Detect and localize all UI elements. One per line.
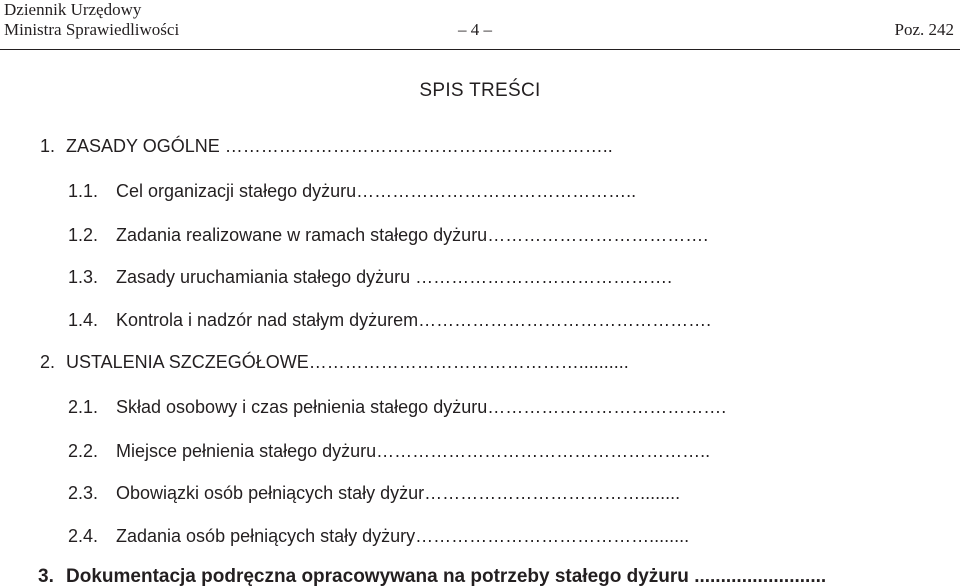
toc-entry-number: 1. [40, 136, 56, 156]
toc-entry-number: 3. [38, 566, 54, 587]
toc-entry-number: 1.4. [68, 310, 99, 330]
header-left [4, 0, 179, 40]
position-number: Poz. 242 [894, 20, 954, 39]
toc-entry-text: Kontrola i nadzór nad stałym dyżurem…………………………………………. [116, 310, 712, 330]
toc-entry-text: Obowiązki osób pełniących stały dyżur………………………………........ [116, 483, 681, 503]
toc-entry-number: 2.3. [68, 483, 99, 503]
toc-entry-text: Cel organizacji stałego dyżuru……………………………………….. [116, 181, 637, 201]
toc-entry-text: Zadania osób pełniących stały dyżury…………………………………........ [116, 526, 690, 546]
toc-entry-number: 2.4. [68, 526, 99, 546]
toc-entry-text: Zasady uruchamiania stałego dyżuru ……………………………………. [116, 267, 673, 287]
toc-entry-number: 1.2. [68, 225, 99, 245]
toc-entry-text: Dokumentacja podręczna opracowywana na potrzeby stałego dyżuru ......................... [66, 566, 827, 587]
toc-title: SPIS TREŚCI [419, 80, 541, 101]
toc-entry-text: Zadania realizowane w ramach stałego dyżuru………………………………. [116, 225, 709, 245]
toc-entry-text: USTALENIA SZCZEGÓŁOWE……………………………………….......... [66, 352, 629, 372]
ministry-name: Ministra Sprawiedliwości [4, 20, 180, 39]
header-rule [0, 49, 960, 50]
toc-entry-text: Skład osobowy i czas pełnienia stałego dyżuru…………………………………. [116, 397, 727, 417]
page-number: – 4 – [458, 20, 492, 39]
toc-entry-number: 1.1. [68, 181, 99, 201]
toc-entry-number: 2.2. [68, 441, 99, 461]
toc-entry-number: 1.3. [68, 267, 99, 287]
toc-entry-number: 2. [40, 352, 56, 372]
toc-entry-text: ZASADY OGÓLNE ……………………………………………………….. [66, 136, 613, 156]
toc-entry-text: Miejsce pełnienia stałego dyżuru……………………………………………….. [116, 441, 711, 461]
journal-name: Dziennik Urzędowy [4, 0, 142, 19]
toc-entry-number: 2.1. [68, 397, 99, 417]
